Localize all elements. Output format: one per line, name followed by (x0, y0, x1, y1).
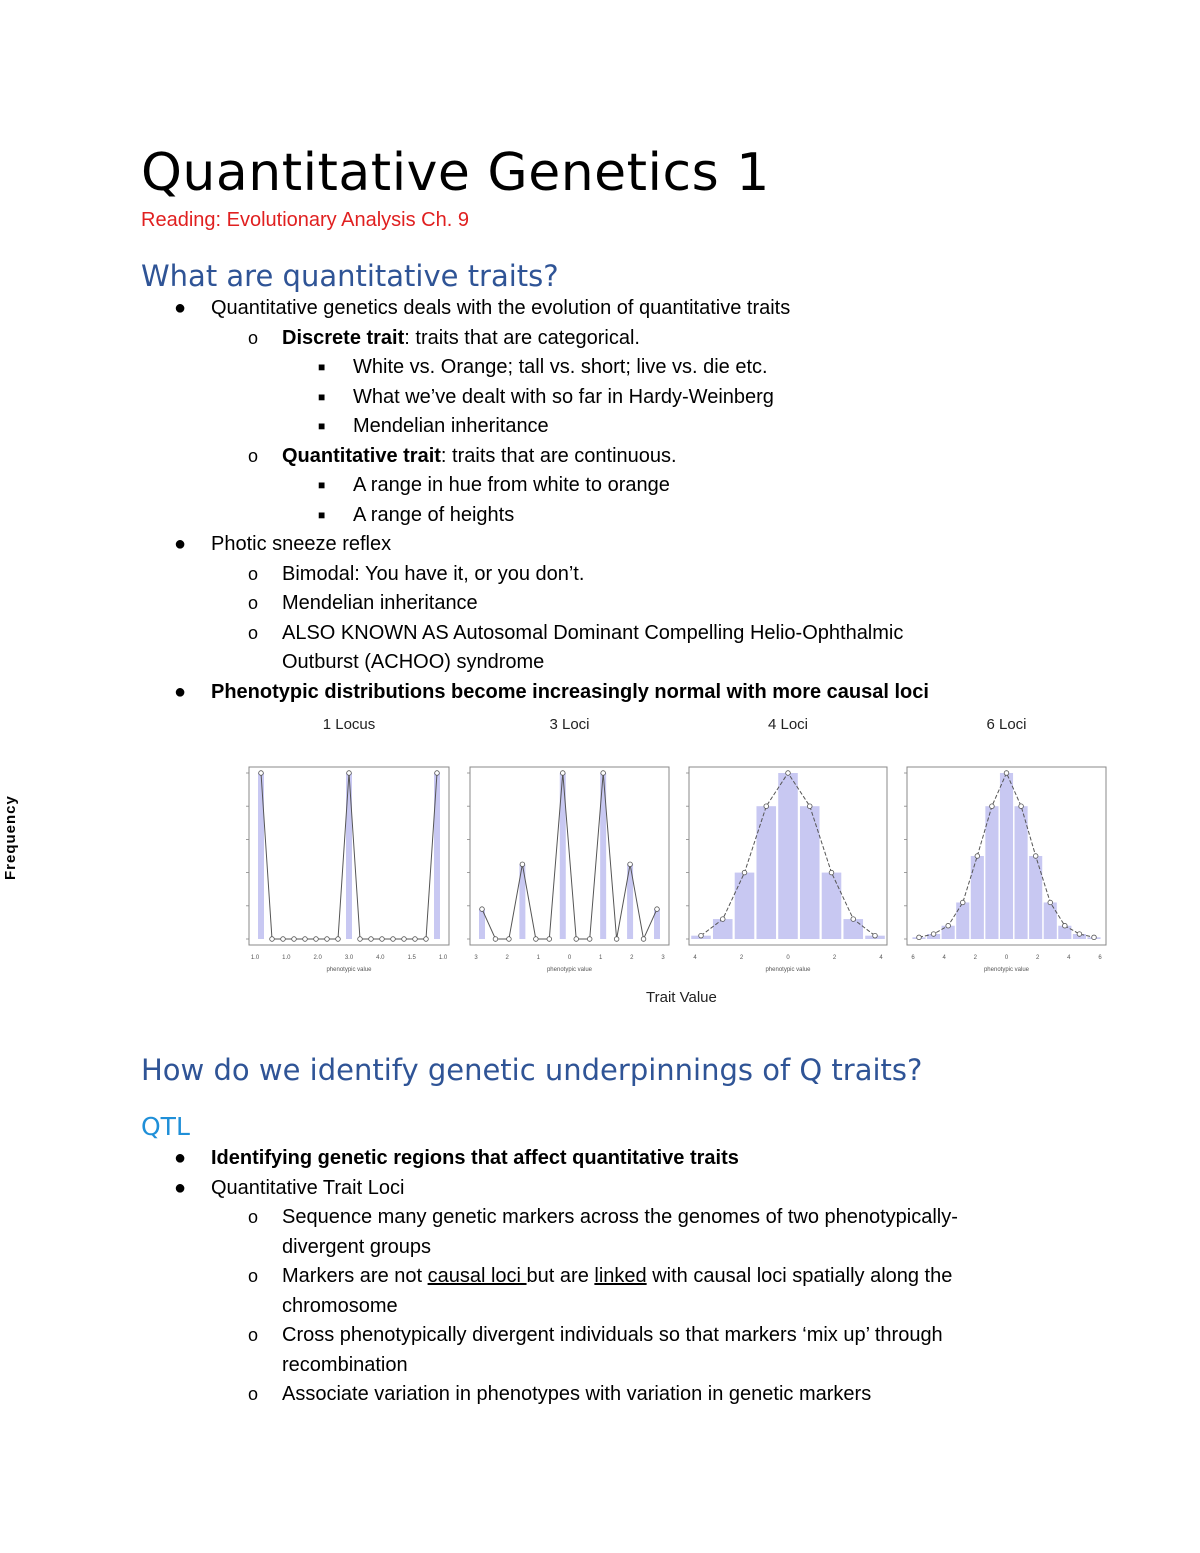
list-item-text: Bimodal: You have it, or you don’t. (282, 562, 585, 585)
x-tick-label: 1.0 (282, 955, 291, 961)
x-tick-label: 3.0 (344, 955, 354, 961)
bullet-marker: ● (174, 1176, 187, 1199)
histogram-bar (912, 937, 925, 939)
data-point (587, 937, 592, 942)
list-item-text: What we’ve dealt with so far in Hardy-Weinberg (353, 385, 774, 408)
list-item (0, 1262, 1200, 1292)
panel-x-title: phenotypic value (546, 967, 593, 973)
list-item-text: Quantitative genetics deals with the evolution of quantitative traits (211, 297, 791, 319)
data-point (742, 870, 747, 875)
panel-title: 6 Loci (986, 716, 1027, 733)
data-point (314, 937, 319, 942)
data-point (380, 937, 385, 942)
data-point (369, 937, 374, 942)
data-point (1019, 804, 1024, 809)
data-point (358, 937, 363, 942)
histogram-bar (600, 773, 606, 939)
list-item (0, 471, 1200, 501)
histogram-bar (1015, 806, 1028, 939)
x-tick-label: 2 (1035, 955, 1040, 961)
x-tick-label: 2.0 (313, 955, 322, 961)
list-item (0, 412, 1200, 442)
list-item (0, 1233, 1200, 1263)
x-tick-label: 0 (567, 955, 572, 961)
list-item-text: White vs. Orange; tall vs. short; live vs. die etc. (353, 356, 768, 378)
bullet-marker: ● (174, 533, 187, 555)
bullet-marker: ■ (318, 419, 326, 433)
histogram-bar (778, 773, 798, 939)
list-item (0, 1380, 1200, 1410)
data-point (507, 937, 512, 942)
list-item-text: A range of heights (353, 503, 515, 526)
histogram-bar (1044, 902, 1057, 939)
histogram-bar (1058, 926, 1071, 939)
data-point (655, 907, 660, 912)
list-item-text: Mendelian inheritance (282, 592, 478, 614)
section-heading-genetic-underpinnings: How do we identify genetic underpinnings of Q traits? (141, 1053, 923, 1087)
subheading-qtl: QTL (141, 1112, 190, 1141)
data-point (574, 937, 579, 942)
list-item (0, 442, 1200, 472)
reading-reference: Reading: Evolutionary Analysis Ch. 9 (141, 209, 469, 231)
section-heading-quantitative-traits: What are quantitative traits? (141, 259, 559, 293)
bullet-marker: ■ (318, 507, 326, 522)
data-point (917, 935, 922, 940)
data-point (851, 917, 856, 922)
distribution-line (482, 773, 657, 939)
x-tick-label: 0 (1004, 955, 1009, 961)
data-point (560, 771, 565, 776)
x-tick-label: 1 (598, 955, 603, 961)
data-point (601, 771, 606, 776)
panel-x-title: phenotypic value (983, 967, 1030, 973)
data-point (292, 937, 297, 942)
data-point (480, 907, 485, 912)
data-point (435, 771, 440, 776)
list-item-text: Outburst (ACHOO) syndrome (282, 651, 545, 673)
list-item (0, 383, 1200, 413)
histogram-bar (654, 909, 660, 939)
panel-title: 3 Loci (549, 716, 590, 733)
bullet-marker: ■ (318, 478, 326, 492)
data-point (325, 937, 330, 942)
data-point (1077, 932, 1082, 937)
histogram-bar (1029, 856, 1042, 939)
list-item (0, 1351, 1200, 1381)
histogram-bar (1000, 773, 1013, 939)
data-point (807, 804, 812, 809)
data-point (946, 923, 951, 928)
bullet-marker: ■ (318, 360, 326, 374)
panel-frame (907, 767, 1106, 945)
data-point (990, 804, 995, 809)
bullet-marker: ● (174, 1147, 187, 1169)
data-point (829, 870, 834, 875)
data-point (1092, 935, 1097, 940)
data-point (720, 917, 725, 922)
data-point (520, 862, 525, 867)
data-point (270, 937, 275, 942)
histogram-bar (865, 936, 885, 939)
x-tick-label: 2 (832, 955, 837, 961)
bullet-marker: o (248, 1384, 259, 1404)
bullet-marker: o (248, 1325, 259, 1345)
list-item-text: chromosome (282, 1294, 398, 1317)
data-point (960, 900, 965, 905)
histogram-bar (560, 773, 566, 939)
list-item (0, 1144, 1200, 1174)
bullet-marker: o (248, 622, 259, 643)
x-tick-label: 0 (786, 955, 790, 961)
histogram-bar (479, 909, 485, 939)
x-tick-label: 2 (505, 955, 509, 961)
data-point (1048, 900, 1053, 905)
list-item-text: ALSO KNOWN AS Autosomal Dominant Compelling Helio-Ophthalmic (282, 621, 904, 644)
list-item (0, 678, 1200, 708)
list-item-text: with causal loci spatially along the (646, 1265, 953, 1287)
x-tick-label: 1.5 (407, 955, 416, 961)
histogram-bar (519, 864, 525, 939)
list-item-text: : traits that are categorical. (404, 326, 640, 349)
data-point (402, 937, 407, 942)
x-tick-label: 6 (1098, 955, 1102, 961)
list-item-text: Identifying genetic regions that affect quantitative traits (211, 1147, 739, 1169)
x-tick-label: 2 (739, 955, 744, 961)
panel-x-title: phenotypic value (765, 967, 811, 973)
section1-bullet-list (0, 294, 1200, 707)
page-title: Quantitative Genetics 1 (141, 143, 770, 203)
x-tick-label: 2 (630, 955, 634, 961)
data-point (347, 771, 352, 776)
x-tick-label: 3 (474, 955, 478, 961)
histogram-bar (942, 926, 955, 939)
list-item (0, 1321, 1200, 1351)
x-tick-label: 1.0 (250, 955, 260, 961)
panel-frame (689, 767, 887, 945)
data-point (873, 933, 878, 938)
distribution-line (701, 773, 875, 936)
list-item-text: Cross phenotypically divergent individuals so that markers ‘mix up’ through (282, 1324, 943, 1346)
list-item-text: recombination (282, 1353, 408, 1376)
data-point (1033, 854, 1038, 859)
data-point (699, 933, 704, 938)
data-point (303, 937, 308, 942)
data-point (493, 937, 498, 942)
data-point (259, 771, 264, 776)
bullet-marker: o (248, 1266, 259, 1286)
x-tick-label: 4.0 (376, 955, 385, 961)
list-item (0, 324, 1200, 354)
data-point (547, 937, 552, 942)
panel-title: 4 Loci (767, 716, 809, 733)
list-item-text: A range in hue from white to orange (353, 474, 670, 496)
list-item-text: Mendelian inheritance (353, 415, 549, 437)
panel-title: 1 Locus (322, 716, 376, 733)
list-item-text: Associate variation in phenotypes with variation in genetic markers (282, 1383, 872, 1405)
bullet-marker: ● (174, 297, 187, 319)
list-item (0, 1174, 1200, 1204)
data-point (975, 854, 980, 859)
list-item-text: divergent groups (282, 1235, 431, 1258)
list-item (0, 589, 1200, 619)
data-point (391, 937, 396, 942)
list-item (0, 1292, 1200, 1322)
data-point (628, 862, 633, 867)
list-item-text: linked (594, 1265, 647, 1287)
list-item-text: Quantitative trait (282, 444, 441, 467)
panel-frame (249, 767, 449, 945)
section2-bullet-list (0, 1144, 1200, 1410)
data-point (534, 937, 539, 942)
data-point (786, 771, 791, 776)
data-point (764, 804, 769, 809)
list-item-text: : traits that are continuous. (440, 444, 677, 467)
bullet-marker: o (248, 1207, 259, 1227)
list-item (0, 619, 1200, 649)
x-tick-label: 6 (911, 955, 915, 961)
figure-ylabel: Frequency (2, 795, 19, 880)
list-item (0, 294, 1200, 324)
histogram-bar (956, 902, 969, 939)
data-point (931, 932, 936, 937)
list-item (0, 648, 1200, 678)
bullet-marker: ■ (318, 389, 326, 404)
list-item (0, 353, 1200, 383)
bullet-marker: o (248, 563, 259, 584)
x-tick-label: 1.0 (438, 955, 448, 961)
list-item (0, 530, 1200, 560)
distribution-line (919, 773, 1094, 937)
bullet-marker: o (248, 593, 259, 613)
list-item-text: Discrete trait (282, 326, 405, 349)
panel-x-title: phenotypic value (326, 967, 372, 973)
list-item (0, 501, 1200, 531)
histogram-bar (843, 919, 863, 939)
histogram-bar (1073, 934, 1086, 939)
data-point (641, 937, 646, 942)
histogram-bar (1087, 937, 1100, 939)
data-point (1004, 771, 1009, 776)
bullet-marker: o (248, 445, 259, 466)
histogram-bar (756, 806, 776, 939)
list-item (0, 1203, 1200, 1233)
histogram-bar (691, 936, 711, 939)
list-item-text: Markers are not (282, 1265, 428, 1287)
list-item-text: but are (526, 1265, 595, 1287)
data-point (413, 937, 418, 942)
data-point (281, 937, 286, 942)
list-item-text: causal loci (427, 1265, 527, 1287)
list-item-text: Phenotypic distributions become increasingly normal with more causal loci (211, 680, 929, 703)
panel-frame (470, 767, 669, 945)
histogram-bar (822, 873, 842, 939)
bullet-marker: ● (174, 680, 187, 703)
distribution-line (261, 773, 437, 939)
histogram-bar (627, 864, 633, 939)
list-item (0, 560, 1200, 590)
histogram-bar (971, 856, 984, 939)
histogram-bar (258, 773, 264, 939)
histogram-bar (735, 873, 755, 939)
list-item-text: Quantitative Trait Loci (211, 1176, 405, 1199)
histogram-bar (346, 773, 352, 939)
x-tick-label: 4 (942, 955, 946, 961)
figure-xlabel: Trait Value (646, 989, 717, 1006)
x-tick-label: 4 (693, 955, 697, 961)
data-point (424, 937, 429, 942)
x-tick-label: 1 (536, 955, 541, 961)
histogram-bar (985, 806, 998, 939)
x-tick-label: 4 (1067, 955, 1071, 961)
histogram-bar (713, 919, 733, 939)
data-point (1063, 923, 1068, 928)
data-point (336, 937, 341, 942)
histogram-bar (927, 934, 940, 939)
list-item-text: Photic sneeze reflex (211, 533, 392, 555)
x-tick-label: 3 (661, 955, 665, 961)
data-point (614, 937, 619, 942)
histogram-bar (434, 773, 440, 939)
list-item-text: Sequence many genetic markers across the genomes of two phenotypically- (282, 1206, 958, 1228)
histogram-bar (800, 806, 820, 939)
bullet-marker: o (248, 327, 259, 348)
x-tick-label: 2 (973, 955, 978, 961)
x-tick-label: 4 (879, 955, 883, 961)
